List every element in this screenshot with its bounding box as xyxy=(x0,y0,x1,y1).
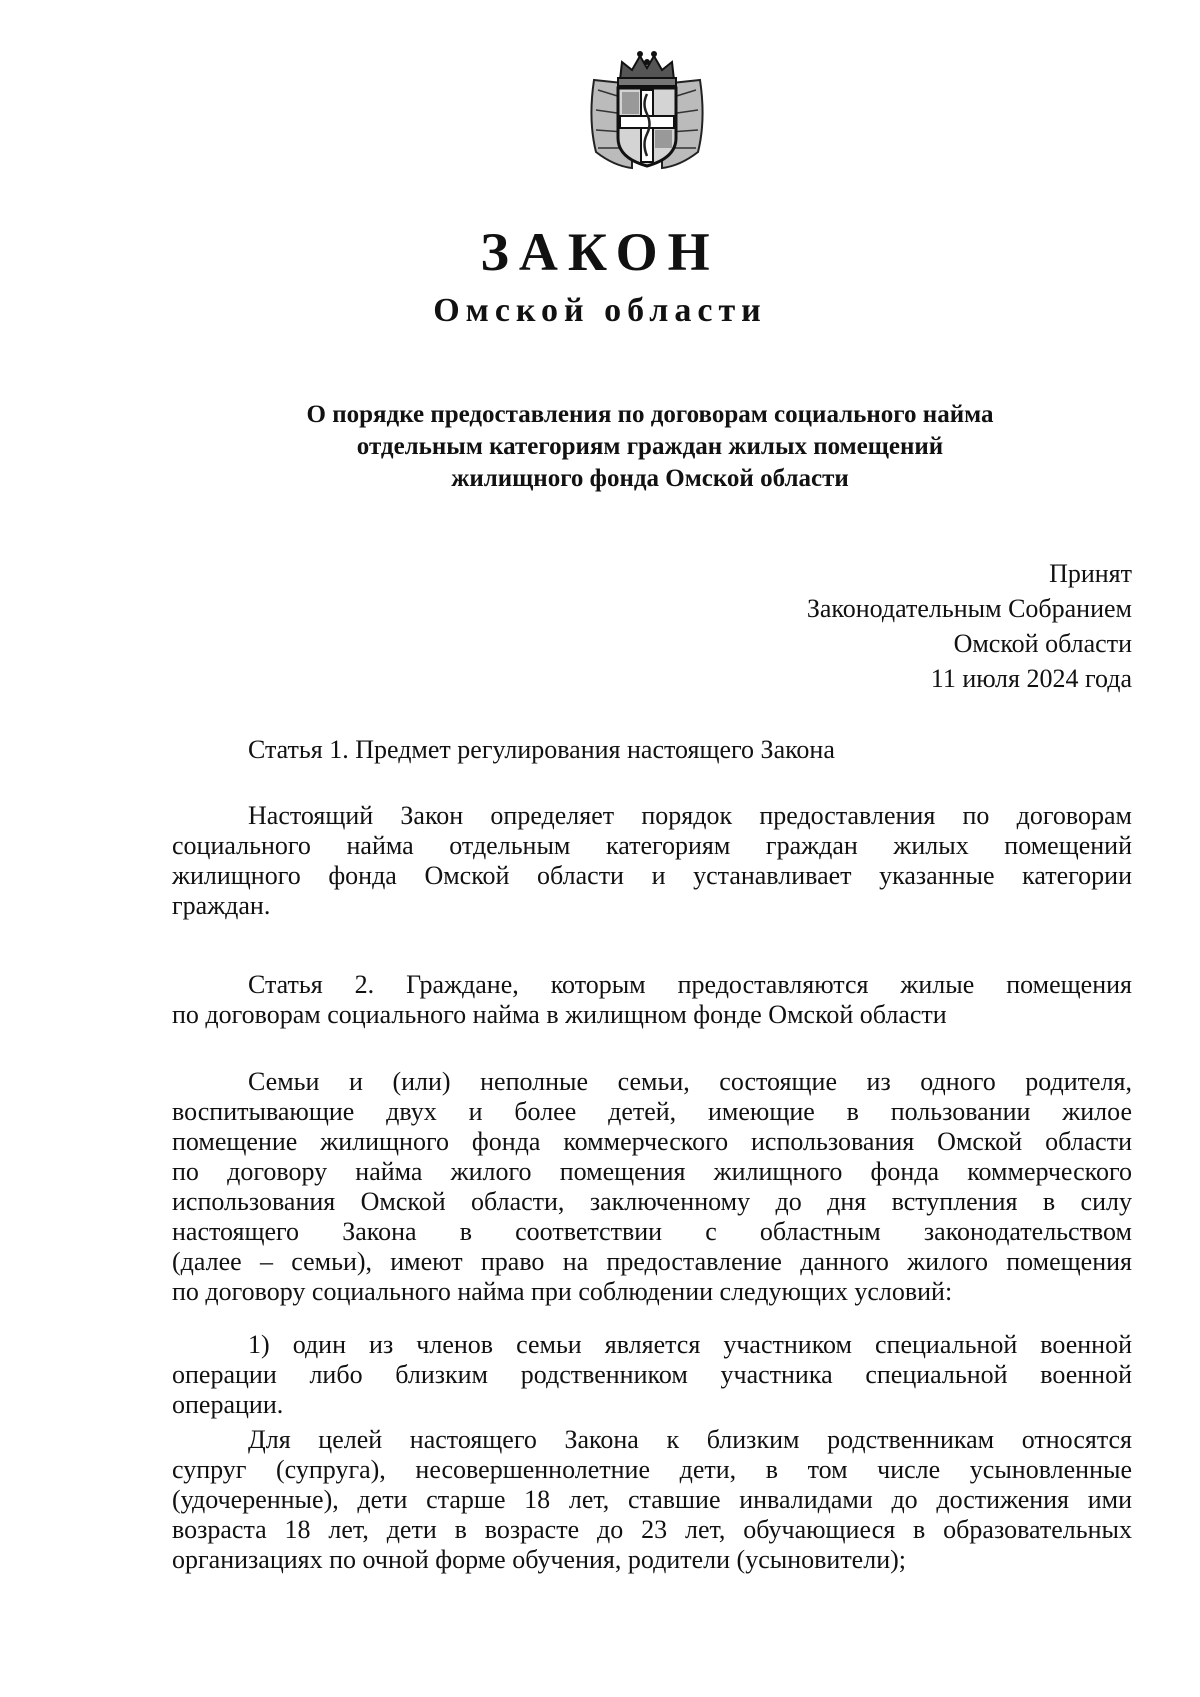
text-line: по договору социального найма при соблюдении следующих условий: xyxy=(172,1277,953,1306)
text-line: возраста 18 лет, дети в возрасте до 23 лет, обучающиеся в образовательных xyxy=(172,1515,1132,1544)
text-line: помещение жилищного фонда коммерческого использования Омской области xyxy=(172,1127,1132,1156)
text-line: операции либо близким родственником участника специальной военной xyxy=(172,1360,1132,1389)
relatives-definition xyxy=(172,1425,1132,1575)
article-2-title-line: по договорам социального найма в жилищном фонде Омской области xyxy=(172,1000,947,1029)
condition-1 xyxy=(172,1330,1132,1420)
adoption-line: Законодательным Собранием xyxy=(806,594,1132,623)
law-title: ЗАКОН xyxy=(480,222,720,282)
text-line: организациях по очной форме обучения, родители (усыновители); xyxy=(172,1545,906,1574)
article-1-body xyxy=(172,801,1132,921)
adoption-note xyxy=(640,556,1132,696)
text-line: жилищного фонда Омской области и устанавливает указанные категории xyxy=(172,861,1132,890)
heading-line: отдельным категориям граждан жилых помещений xyxy=(356,433,944,460)
text-line: граждан. xyxy=(172,891,271,920)
article-1-title: Статья 1. Предмет регулирования настоящего Закона xyxy=(248,735,835,764)
coat-of-arms-emblem xyxy=(584,40,710,174)
text-line: воспитывающие двух и более детей, имеющие в пользовании жилое xyxy=(172,1097,1132,1126)
article-2-title-line: Статья 2. Граждане, которым предоставляются жилые помещения xyxy=(248,970,1132,999)
text-line: социального найма отдельным категориям граждан жилых помещений xyxy=(172,831,1132,860)
text-line: по договору найма жилого помещения жилищного фонда коммерческого xyxy=(172,1157,1132,1186)
law-subtitle: Омской области xyxy=(433,292,767,329)
text-line: Настоящий Закон определяет порядок предоставления по договорам xyxy=(248,801,1132,830)
text-line: 1) один из членов семьи является участником специальной военной xyxy=(248,1330,1132,1359)
text-line: Семьи и (или) неполные семьи, состоящие из одного родителя, xyxy=(248,1067,1132,1096)
article-2-body xyxy=(172,1067,1132,1307)
text-line: операции. xyxy=(172,1390,284,1419)
text-line: настоящего Закона в соответствии с областным законодательством xyxy=(172,1217,1132,1246)
text-line: супруг (супруга), несовершеннолетние дети, в том числе усыновленные xyxy=(172,1455,1132,1484)
text-line: Для целей настоящего Закона к близким родственникам относятся xyxy=(248,1425,1132,1454)
heading-line: жилищного фонда Омской области xyxy=(451,465,849,492)
heading-line: О порядке предоставления по договорам социального найма xyxy=(306,401,994,428)
text-line: (далее – семьи), имеют право на предоставление данного жилого помещения xyxy=(172,1247,1132,1276)
text-line: (удочеренные), дети старше 18 лет, ставшие инвалидами до достижения ими xyxy=(172,1485,1132,1514)
article-1-title-block xyxy=(172,735,1132,765)
adoption-date: 11 июля 2024 года xyxy=(930,664,1132,693)
adoption-line: Омской области xyxy=(953,629,1132,658)
text-line: использования Омской области, заключенному до дня вступления в силу xyxy=(172,1187,1132,1216)
adoption-line: Принят xyxy=(1049,559,1132,588)
document-heading xyxy=(170,399,1130,495)
article-2-title xyxy=(172,970,1132,1030)
